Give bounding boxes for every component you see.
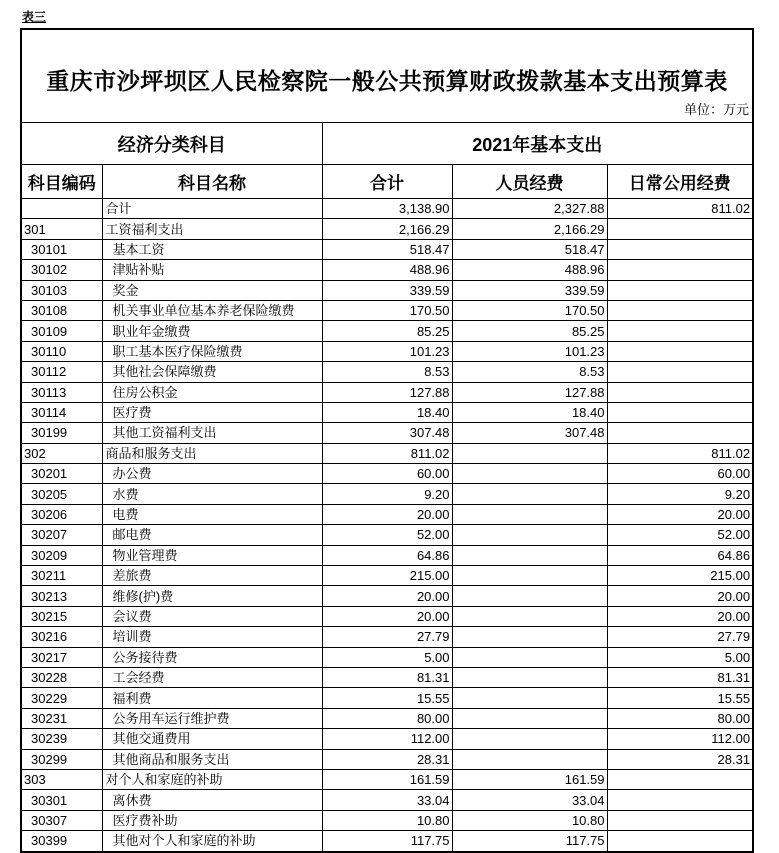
name-cell: 津贴补贴	[102, 260, 322, 280]
personnel-cell	[452, 464, 607, 484]
title-row	[21, 29, 753, 123]
table-row	[21, 219, 753, 239]
name-cell: 住房公积金	[102, 382, 322, 402]
code-cell: 30102	[21, 260, 102, 280]
personnel-cell: 117.75	[452, 831, 607, 852]
personnel-cell	[452, 688, 607, 708]
name-cell: 办公费	[102, 464, 322, 484]
daily-cell: 20.00	[607, 504, 753, 524]
name-cell: 其他交通费用	[102, 729, 322, 749]
total-cell: 8.53	[322, 362, 452, 382]
code-cell: 30229	[21, 688, 102, 708]
daily-cell	[607, 810, 753, 830]
personnel-cell	[452, 484, 607, 504]
header-total: 合计	[322, 165, 452, 199]
name-cell: 会议费	[102, 606, 322, 626]
daily-cell: 81.31	[607, 667, 753, 687]
code-cell: 303	[21, 769, 102, 789]
daily-cell	[607, 362, 753, 382]
total-cell: 112.00	[322, 729, 452, 749]
code-cell: 30301	[21, 790, 102, 810]
total-cell: 28.31	[322, 749, 452, 769]
personnel-cell: 161.59	[452, 769, 607, 789]
daily-cell: 28.31	[607, 749, 753, 769]
daily-cell	[607, 321, 753, 341]
total-cell: 117.75	[322, 831, 452, 852]
personnel-cell: 8.53	[452, 362, 607, 382]
name-cell: 公务接待费	[102, 647, 322, 667]
total-cell: 518.47	[322, 239, 452, 259]
daily-cell	[607, 402, 753, 422]
code-cell: 30206	[21, 504, 102, 524]
name-cell: 福利费	[102, 688, 322, 708]
personnel-cell: 85.25	[452, 321, 607, 341]
unit-note: 单位：万元	[684, 102, 750, 117]
header-personnel-funds: 人员经费	[452, 165, 607, 199]
name-cell: 机关事业单位基本养老保险缴费	[102, 300, 322, 320]
header-subject-name: 科目名称	[102, 165, 322, 199]
header-columns-row	[21, 165, 753, 199]
table-row	[21, 382, 753, 402]
code-cell: 30112	[21, 362, 102, 382]
table-row	[21, 300, 753, 320]
table-row	[21, 566, 753, 586]
table-row	[21, 239, 753, 259]
code-cell: 30209	[21, 545, 102, 565]
total-cell: 27.79	[322, 627, 452, 647]
personnel-cell: 18.40	[452, 402, 607, 422]
name-cell: 奖金	[102, 280, 322, 300]
personnel-cell: 2,166.29	[452, 219, 607, 239]
code-cell: 30113	[21, 382, 102, 402]
daily-cell	[607, 382, 753, 402]
daily-cell: 20.00	[607, 586, 753, 606]
personnel-cell: 33.04	[452, 790, 607, 810]
code-cell: 30228	[21, 667, 102, 687]
total-cell: 81.31	[322, 667, 452, 687]
daily-cell	[607, 239, 753, 259]
code-cell: 30114	[21, 402, 102, 422]
daily-cell	[607, 260, 753, 280]
header-economic-classification: 经济分类科目	[21, 123, 322, 165]
personnel-cell	[452, 729, 607, 749]
name-cell: 电费	[102, 504, 322, 524]
table-row	[21, 627, 753, 647]
name-cell: 医疗费	[102, 402, 322, 422]
daily-cell: 80.00	[607, 708, 753, 728]
daily-cell	[607, 831, 753, 852]
total-cell: 52.00	[322, 525, 452, 545]
table-row	[21, 199, 753, 219]
name-cell: 差旅费	[102, 566, 322, 586]
personnel-cell	[452, 525, 607, 545]
table-row	[21, 545, 753, 565]
personnel-cell: 2,327.88	[452, 199, 607, 219]
table-row	[21, 708, 753, 728]
table-row	[21, 362, 753, 382]
table-label: 表三	[22, 10, 47, 24]
name-cell: 合计	[102, 199, 322, 219]
total-cell: 9.20	[322, 484, 452, 504]
daily-cell: 20.00	[607, 606, 753, 626]
personnel-cell	[452, 566, 607, 586]
personnel-cell	[452, 443, 607, 463]
name-cell: 职工基本医疗保险缴费	[102, 341, 322, 361]
total-cell: 215.00	[322, 566, 452, 586]
name-cell: 维修(护)费	[102, 586, 322, 606]
code-cell: 30215	[21, 606, 102, 626]
total-cell: 170.50	[322, 300, 452, 320]
total-cell: 20.00	[322, 504, 452, 524]
personnel-cell: 170.50	[452, 300, 607, 320]
table-row	[21, 667, 753, 687]
code-cell: 30211	[21, 566, 102, 586]
personnel-cell: 127.88	[452, 382, 607, 402]
total-cell: 3,138.90	[322, 199, 452, 219]
total-cell: 10.80	[322, 810, 452, 830]
table-row	[21, 484, 753, 504]
document-title: 重庆市沙坪坝区人民检察院一般公共预算财政拨款基本支出预算表	[46, 67, 728, 94]
personnel-cell	[452, 749, 607, 769]
total-cell: 127.88	[322, 382, 452, 402]
table-row	[21, 321, 753, 341]
total-cell: 64.86	[322, 545, 452, 565]
table-row	[21, 260, 753, 280]
total-cell: 15.55	[322, 688, 452, 708]
table-row	[21, 729, 753, 749]
daily-cell: 60.00	[607, 464, 753, 484]
code-cell: 30201	[21, 464, 102, 484]
code-cell: 30299	[21, 749, 102, 769]
code-cell: 30199	[21, 423, 102, 443]
total-cell: 18.40	[322, 402, 452, 422]
daily-cell	[607, 219, 753, 239]
total-cell: 339.59	[322, 280, 452, 300]
total-cell: 2,166.29	[322, 219, 452, 239]
table-row	[21, 688, 753, 708]
header-subject-code: 科目编码	[21, 165, 102, 199]
budget-table	[20, 28, 754, 853]
code-cell: 30103	[21, 280, 102, 300]
total-cell: 307.48	[322, 423, 452, 443]
name-cell: 工会经费	[102, 667, 322, 687]
personnel-cell	[452, 606, 607, 626]
personnel-cell: 10.80	[452, 810, 607, 830]
code-cell: 30108	[21, 300, 102, 320]
daily-cell: 9.20	[607, 484, 753, 504]
code-cell: 30216	[21, 627, 102, 647]
daily-cell	[607, 790, 753, 810]
total-cell: 5.00	[322, 647, 452, 667]
table-body	[21, 199, 753, 852]
code-cell: 30207	[21, 525, 102, 545]
personnel-cell	[452, 545, 607, 565]
table-row	[21, 810, 753, 830]
code-cell: 30109	[21, 321, 102, 341]
total-cell: 20.00	[322, 586, 452, 606]
name-cell: 医疗费补助	[102, 810, 322, 830]
table-row	[21, 341, 753, 361]
total-cell: 811.02	[322, 443, 452, 463]
code-cell: 30110	[21, 341, 102, 361]
name-cell: 工资福利支出	[102, 219, 322, 239]
code-cell: 302	[21, 443, 102, 463]
total-cell: 161.59	[322, 769, 452, 789]
name-cell: 公务用车运行维护费	[102, 708, 322, 728]
daily-cell: 5.00	[607, 647, 753, 667]
daily-cell	[607, 341, 753, 361]
personnel-cell: 307.48	[452, 423, 607, 443]
table-row	[21, 464, 753, 484]
daily-cell: 112.00	[607, 729, 753, 749]
table-row	[21, 647, 753, 667]
header-group-row	[21, 123, 753, 165]
table-row	[21, 525, 753, 545]
table-row	[21, 423, 753, 443]
daily-cell: 15.55	[607, 688, 753, 708]
daily-cell: 27.79	[607, 627, 753, 647]
table-row	[21, 586, 753, 606]
name-cell: 商品和服务支出	[102, 443, 322, 463]
code-cell	[21, 199, 102, 219]
table-row	[21, 280, 753, 300]
daily-cell	[607, 423, 753, 443]
table-row	[21, 443, 753, 463]
code-cell: 30399	[21, 831, 102, 852]
daily-cell: 215.00	[607, 566, 753, 586]
name-cell: 对个人和家庭的补助	[102, 769, 322, 789]
name-cell: 培训费	[102, 627, 322, 647]
total-cell: 60.00	[322, 464, 452, 484]
daily-cell	[607, 769, 753, 789]
name-cell: 邮电费	[102, 525, 322, 545]
code-cell: 30205	[21, 484, 102, 504]
table-row	[21, 790, 753, 810]
name-cell: 物业管理费	[102, 545, 322, 565]
header-year-basic-expenditure: 2021年基本支出	[322, 123, 753, 165]
table-row	[21, 749, 753, 769]
personnel-cell	[452, 708, 607, 728]
daily-cell	[607, 280, 753, 300]
name-cell: 其他商品和服务支出	[102, 749, 322, 769]
personnel-cell: 339.59	[452, 280, 607, 300]
table-row	[21, 402, 753, 422]
code-cell: 30213	[21, 586, 102, 606]
total-cell: 101.23	[322, 341, 452, 361]
name-cell: 水费	[102, 484, 322, 504]
total-cell: 20.00	[322, 606, 452, 626]
personnel-cell: 518.47	[452, 239, 607, 259]
table-row	[21, 769, 753, 789]
code-cell: 301	[21, 219, 102, 239]
total-cell: 33.04	[322, 790, 452, 810]
total-cell: 488.96	[322, 260, 452, 280]
personnel-cell	[452, 504, 607, 524]
code-cell: 30239	[21, 729, 102, 749]
table-row	[21, 606, 753, 626]
personnel-cell	[452, 647, 607, 667]
code-cell: 30307	[21, 810, 102, 830]
daily-cell	[607, 300, 753, 320]
daily-cell: 811.02	[607, 443, 753, 463]
header-daily-public-funds: 日常公用经费	[607, 165, 753, 199]
table-row	[21, 831, 753, 852]
code-cell: 30101	[21, 239, 102, 259]
code-cell: 30217	[21, 647, 102, 667]
daily-cell: 811.02	[607, 199, 753, 219]
personnel-cell	[452, 667, 607, 687]
table-row	[21, 504, 753, 524]
code-cell: 30231	[21, 708, 102, 728]
name-cell: 基本工资	[102, 239, 322, 259]
name-cell: 其他对个人和家庭的补助	[102, 831, 322, 852]
personnel-cell: 488.96	[452, 260, 607, 280]
name-cell: 离休费	[102, 790, 322, 810]
name-cell: 职业年金缴费	[102, 321, 322, 341]
personnel-cell	[452, 586, 607, 606]
total-cell: 80.00	[322, 708, 452, 728]
total-cell: 85.25	[322, 321, 452, 341]
name-cell: 其他社会保障缴费	[102, 362, 322, 382]
daily-cell: 64.86	[607, 545, 753, 565]
daily-cell: 52.00	[607, 525, 753, 545]
personnel-cell	[452, 627, 607, 647]
personnel-cell: 101.23	[452, 341, 607, 361]
name-cell: 其他工资福利支出	[102, 423, 322, 443]
